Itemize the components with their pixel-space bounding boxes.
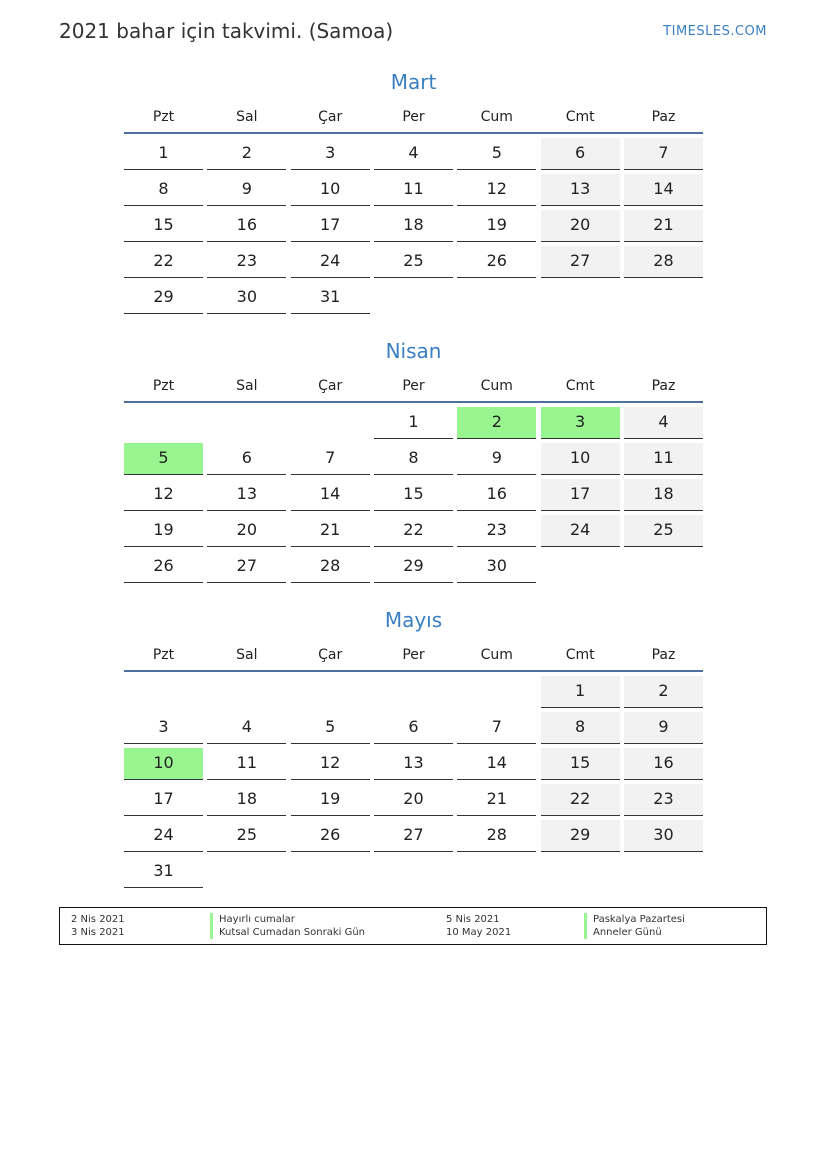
day-cell[interactable]: 12	[457, 174, 536, 206]
legend-date: 10 May 2021	[446, 927, 512, 938]
day-cell[interactable]: 22	[541, 784, 620, 816]
day-cell[interactable]: 20	[207, 515, 286, 547]
day-cell[interactable]: 8	[541, 712, 620, 744]
weekday-label: Cmt	[565, 647, 595, 663]
day-cell[interactable]: 25	[374, 246, 453, 278]
day-cell[interactable]: 12	[291, 748, 370, 780]
weekday-label: Çar	[318, 647, 343, 663]
weekday-label: Paz	[651, 109, 676, 125]
day-cell[interactable]: 8	[124, 174, 203, 206]
day-grid	[124, 676, 703, 888]
holiday-day-cell[interactable]: 2	[457, 407, 536, 439]
header-divider	[124, 132, 703, 134]
day-cell[interactable]: 25	[207, 820, 286, 852]
day-cell[interactable]: 23	[207, 246, 286, 278]
day-cell[interactable]: 11	[207, 748, 286, 780]
day-cell[interactable]: 14	[457, 748, 536, 780]
weekday-header	[124, 107, 703, 127]
day-cell[interactable]: 6	[207, 443, 286, 475]
weekday-label: Per	[402, 378, 425, 394]
day-cell[interactable]: 25	[624, 515, 703, 547]
weekday-label: Per	[402, 647, 425, 663]
day-cell[interactable]: 1	[374, 407, 453, 439]
day-cell[interactable]: 21	[291, 515, 370, 547]
holiday-day-cell[interactable]: 10	[124, 748, 203, 780]
day-cell[interactable]: 23	[624, 784, 703, 816]
day-cell[interactable]: 31	[291, 282, 370, 314]
day-cell[interactable]: 29	[124, 282, 203, 314]
day-cell[interactable]: 22	[124, 246, 203, 278]
legend-holiday-name: Hayırlı cumalar	[210, 913, 295, 926]
day-cell[interactable]: 9	[624, 712, 703, 744]
day-cell[interactable]: 16	[457, 479, 536, 511]
weekday-label: Sal	[236, 647, 258, 663]
month-name: Mart	[390, 70, 437, 94]
day-cell[interactable]: 9	[457, 443, 536, 475]
day-cell[interactable]: 9	[207, 174, 286, 206]
holiday-day-cell[interactable]: 5	[124, 443, 203, 475]
weekday-label: Paz	[651, 647, 676, 663]
day-cell[interactable]: 7	[457, 712, 536, 744]
empty-cell	[207, 676, 286, 707]
day-grid	[124, 138, 703, 314]
weekday-label: Pzt	[152, 647, 175, 663]
empty-cell	[207, 407, 286, 438]
day-cell[interactable]: 14	[291, 479, 370, 511]
day-cell[interactable]: 2	[624, 676, 703, 708]
day-cell[interactable]: 6	[541, 138, 620, 170]
weekday-label: Cum	[480, 378, 513, 394]
day-cell[interactable]: 3	[124, 712, 203, 744]
weekday-label: Paz	[651, 378, 676, 394]
day-cell[interactable]: 13	[541, 174, 620, 206]
day-cell[interactable]: 10	[291, 174, 370, 206]
day-cell[interactable]: 21	[624, 210, 703, 242]
day-cell[interactable]: 17	[124, 784, 203, 816]
weekday-label: Pzt	[152, 109, 175, 125]
day-cell[interactable]: 27	[541, 246, 620, 278]
day-cell[interactable]: 26	[124, 551, 203, 583]
weekday-label: Çar	[318, 378, 343, 394]
day-cell[interactable]: 27	[374, 820, 453, 852]
brand-logo-text[interactable]: TIMESLES.COM	[663, 24, 767, 39]
weekday-label: Cum	[480, 647, 513, 663]
day-cell[interactable]: 28	[624, 246, 703, 278]
day-cell[interactable]: 16	[624, 748, 703, 780]
month-name: Nisan	[385, 339, 442, 363]
header-divider	[124, 670, 703, 672]
day-cell[interactable]: 24	[541, 515, 620, 547]
legend-date: 3 Nis 2021	[71, 927, 125, 938]
weekday-header	[124, 645, 703, 665]
legend-date: 5 Nis 2021	[446, 914, 500, 925]
weekday-label: Cmt	[565, 109, 595, 125]
weekday-label: Cmt	[565, 378, 595, 394]
header-divider	[124, 401, 703, 403]
day-cell[interactable]: 28	[457, 820, 536, 852]
day-cell[interactable]: 19	[291, 784, 370, 816]
day-cell[interactable]: 16	[207, 210, 286, 242]
page-title: 2021 bahar için takvimi. (Samoa)	[59, 19, 394, 43]
day-cell[interactable]: 30	[624, 820, 703, 852]
day-cell[interactable]: 12	[124, 479, 203, 511]
empty-cell	[291, 407, 370, 438]
day-cell[interactable]: 23	[457, 515, 536, 547]
day-cell[interactable]: 18	[374, 210, 453, 242]
day-cell[interactable]: 4	[207, 712, 286, 744]
day-cell[interactable]: 18	[624, 479, 703, 511]
day-cell[interactable]: 10	[541, 443, 620, 475]
weekday-header	[124, 376, 703, 396]
day-cell[interactable]: 15	[374, 479, 453, 511]
empty-cell	[124, 407, 203, 438]
month-block	[124, 608, 703, 888]
day-cell[interactable]: 26	[457, 246, 536, 278]
weekday-label: Pzt	[152, 378, 175, 394]
day-cell[interactable]: 11	[624, 443, 703, 475]
day-cell[interactable]: 7	[624, 138, 703, 170]
day-cell[interactable]: 18	[207, 784, 286, 816]
holiday-legend	[59, 907, 767, 945]
weekday-label: Cum	[480, 109, 513, 125]
day-cell[interactable]: 19	[124, 515, 203, 547]
day-cell[interactable]: 29	[374, 551, 453, 583]
month-name: Mayıs	[384, 608, 443, 632]
day-cell[interactable]: 22	[374, 515, 453, 547]
day-cell[interactable]: 30	[457, 551, 536, 583]
day-cell[interactable]: 13	[374, 748, 453, 780]
weekday-label: Çar	[318, 109, 343, 125]
legend-holiday-name: Paskalya Pazartesi	[584, 913, 685, 926]
day-cell[interactable]: 14	[624, 174, 703, 206]
day-cell[interactable]: 13	[207, 479, 286, 511]
day-cell[interactable]: 8	[374, 443, 453, 475]
day-cell[interactable]: 21	[457, 784, 536, 816]
day-cell[interactable]: 7	[291, 443, 370, 475]
day-cell[interactable]: 5	[291, 712, 370, 744]
day-cell[interactable]: 15	[124, 210, 203, 242]
day-cell[interactable]: 1	[541, 676, 620, 708]
day-cell[interactable]: 5	[457, 138, 536, 170]
empty-cell	[124, 676, 203, 707]
day-cell[interactable]: 3	[291, 138, 370, 170]
day-cell[interactable]: 31	[124, 856, 203, 888]
month-block	[124, 70, 703, 314]
day-cell[interactable]: 2	[207, 138, 286, 170]
day-cell[interactable]: 15	[541, 748, 620, 780]
legend-date: 2 Nis 2021	[71, 914, 125, 925]
day-cell[interactable]: 24	[291, 246, 370, 278]
day-cell[interactable]: 4	[624, 407, 703, 439]
day-cell[interactable]: 17	[291, 210, 370, 242]
weekday-label: Sal	[236, 109, 258, 125]
legend-holiday-name: Kutsal Cumadan Sonraki Gün	[210, 926, 365, 939]
day-cell[interactable]: 20	[541, 210, 620, 242]
day-cell[interactable]: 26	[291, 820, 370, 852]
weekday-label: Per	[402, 109, 425, 125]
holiday-day-cell[interactable]: 3	[541, 407, 620, 439]
day-grid	[124, 407, 703, 583]
day-cell[interactable]: 11	[374, 174, 453, 206]
day-cell[interactable]: 24	[124, 820, 203, 852]
weekday-label: Sal	[236, 378, 258, 394]
month-block	[124, 339, 703, 583]
day-cell[interactable]: 20	[374, 784, 453, 816]
day-cell[interactable]: 1	[124, 138, 203, 170]
day-cell[interactable]: 4	[374, 138, 453, 170]
day-cell[interactable]: 27	[207, 551, 286, 583]
empty-cell	[374, 676, 453, 707]
day-cell[interactable]: 19	[457, 210, 536, 242]
day-cell[interactable]: 17	[541, 479, 620, 511]
day-cell[interactable]: 30	[207, 282, 286, 314]
empty-cell	[457, 676, 536, 707]
legend-holiday-name: Anneler Günü	[584, 926, 662, 939]
empty-cell	[291, 676, 370, 707]
day-cell[interactable]: 6	[374, 712, 453, 744]
day-cell[interactable]: 29	[541, 820, 620, 852]
day-cell[interactable]: 28	[291, 551, 370, 583]
